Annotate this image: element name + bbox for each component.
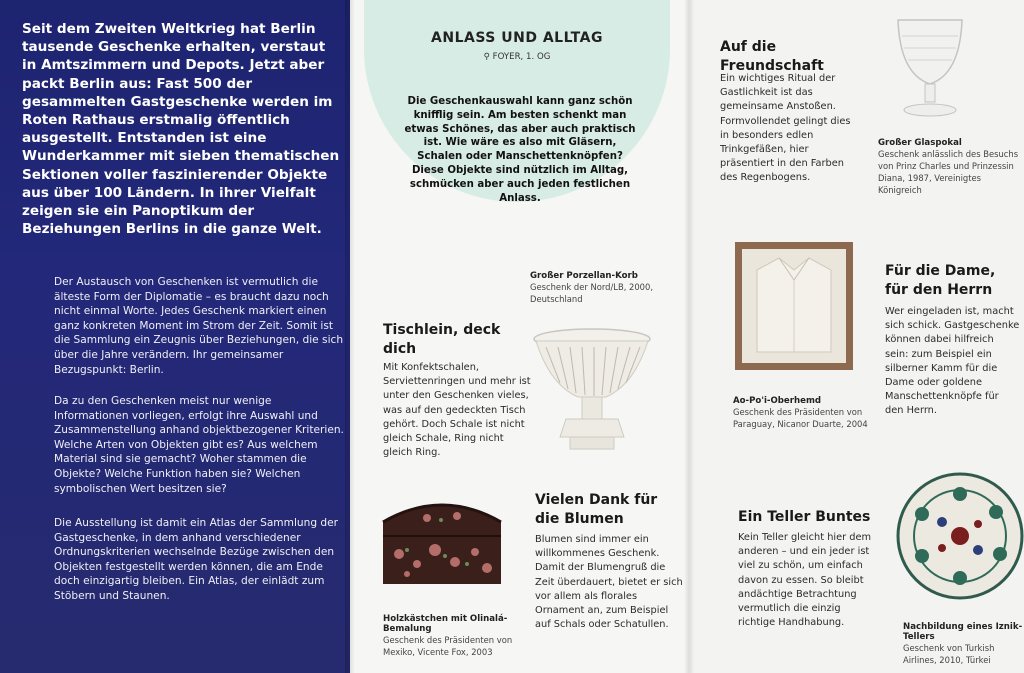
box-caption <box>383 614 533 658</box>
location-pin-icon: ⚲ <box>483 52 490 62</box>
porcelain-basket-image <box>530 325 655 453</box>
paragraph-diplomatie: Der Austausch von Geschenken ist vermutlich die älteste Form der Diplomatie – es braucht dazu noch nicht einmal Worte. Jedes Geschenk markiert einen ganz konkreten Moment im Strom der Zeit. Somit ist die Sammlung ein Zeugnis über Beziehungen, die sich über die Jahre verändern. Ihr gemeinsamer Bezugspunkt: Berlin. <box>54 276 344 376</box>
text-blumen: Blumen sind immer ein willkommenes Geschenk. Damit der Blumengruß die Zeit überdauert, bietet er sich vor allem als florales Ornament an, zum Beispiel auf Schals oder Schatullen. <box>535 534 683 631</box>
text-tischlein: Mit Konfektschalen, Serviettenringen und mehr ist unter den Geschenken vieles, was auf den gedeckten Tisch gehört. Doch Schale ist nicht gleich Schale, Ring nicht gleich Ring. <box>383 362 531 459</box>
heading-teller: Ein Teller Buntes <box>738 509 871 525</box>
glass-name: Großer Glaspokal <box>878 138 962 148</box>
plate-caption <box>903 622 1024 666</box>
section-location <box>364 52 670 62</box>
box-provenance: Geschenk des Präsidenten von Mexiko, Vicente Fox, 2003 <box>383 635 513 657</box>
wooden-box-image <box>377 492 507 590</box>
fold-shadow-left <box>345 0 355 673</box>
basket-name: Großer Porzellan-Korb <box>530 271 638 281</box>
shirt-name: Ao-Po'i-Oberhemd <box>733 396 822 406</box>
section-title: ANLASS UND ALLTAG <box>431 30 603 46</box>
glass-caption <box>878 138 1023 196</box>
iznik-plate-image <box>896 472 1024 600</box>
fold-shadow-right <box>684 0 694 673</box>
heading-dame-herr: Für die Dame, für den Herrn <box>885 263 996 298</box>
plate-provenance: Geschenk von Turkish Airlines, 2010, Türkei <box>903 643 995 665</box>
intro-text: Seit dem Zweiten Weltkrieg hat Berlin tausende Geschenke erhalten, verstaut in Amtszimmern und Depots. Jetzt aber packt Berlin aus: Fast 500 der gesammelten Gastgeschenke werden im Roten Rathaus erstmalig öffentlich ausgestellt. Entstanden ist eine Wunderkammer mit sieben thematischen Sektionen voller faszinierender Objekte aus über 100 Ländern. In ihrer Vielfalt zeigen sie ein Panoptikum der Beziehungen Berlins in die ganze Welt. <box>22 21 340 238</box>
plate-name: Nachbildung eines Iznik-Tellers <box>903 622 1023 642</box>
location-label: FOYER, 1. OG <box>492 52 551 62</box>
glass-provenance: Geschenk anlässlich des Besuchs von Prinz Charles und Prinzessin Diana, 1987, Vereinigtes Königreich <box>878 149 1019 195</box>
text-dame-herr: Wer eingeladen ist, macht sich schick. Gastgeschenke können dabei hilfreich sein: zum Beispiel ein silberner Kamm für die Dame oder goldene Manschettenknöpfe für den Herrn. <box>885 306 1020 417</box>
box-name: Holzkästchen mit Olinalá-Bemalung <box>383 614 508 634</box>
text-freundschaft: Ein wichtiges Ritual der Gastlichkeit ist das gemeinsame Anstoßen. Formvollendet gelingt dies in besonders edlen Trinkgefäßen, hier präsentiert in den Farben des Regenbogens. <box>720 73 851 184</box>
paragraph-atlas: Die Ausstellung ist damit ein Atlas der Sammlung der Gastgeschenke, in dem anhand verschiedener Ordnungskriterien wechselnde Bezüge zwischen den Objekten festgestellt werden können, die am Ende doch einzigartig bleiben. Ein Atlas, der einlädt zum Stöbern und Staunen. <box>54 517 339 602</box>
basket-caption <box>530 271 670 305</box>
section-intro: Die Geschenkauswahl kann ganz schön knifflig sein. Am besten schenkt man etwas Schönes, das aber auch praktisch ist. Wie wäre es also mit Gläsern, Schalen oder Manschettenknöpfen? Diese Objekte sind nützlich im Alltag, schmücken aber auch jeden festlichen Anlass. <box>404 96 636 204</box>
shirt-caption <box>733 396 883 430</box>
heading-blumen: Vielen Dank für die Blumen <box>535 492 658 527</box>
shirt-box-image <box>733 240 855 372</box>
shirt-provenance: Geschenk des Präsidenten von Paraguay, Nicanor Duarte, 2004 <box>733 407 868 429</box>
basket-provenance: Geschenk der Nord/LB, 2000, Deutschland <box>530 282 653 304</box>
heading-freundschaft: Auf die Freundschaft <box>720 39 824 74</box>
heading-tischlein: Tischlein, deck dich <box>383 322 501 357</box>
paragraph-kriterien: Da zu den Geschenken meist nur wenige Informationen vorliegen, erfolgt ihre Auswahl und Zusammenstellung anhand objektbezogener Kriterien. Welche Arten von Objekten gibt es? Aus welchem Material sind sie gemacht? Woher stammen die Objekte? Welche Funktion haben sie? Welchen symbolischen Wert besitzen sie? <box>54 395 344 495</box>
text-teller: Kein Teller gleicht hier dem anderen – und ein jeder ist viel zu schön, um einfach davon zu essen. So bleibt andächtige Betrachtung vermutlich die einzig richtige Handhabung. <box>738 532 872 629</box>
glass-goblet-image <box>890 14 970 124</box>
